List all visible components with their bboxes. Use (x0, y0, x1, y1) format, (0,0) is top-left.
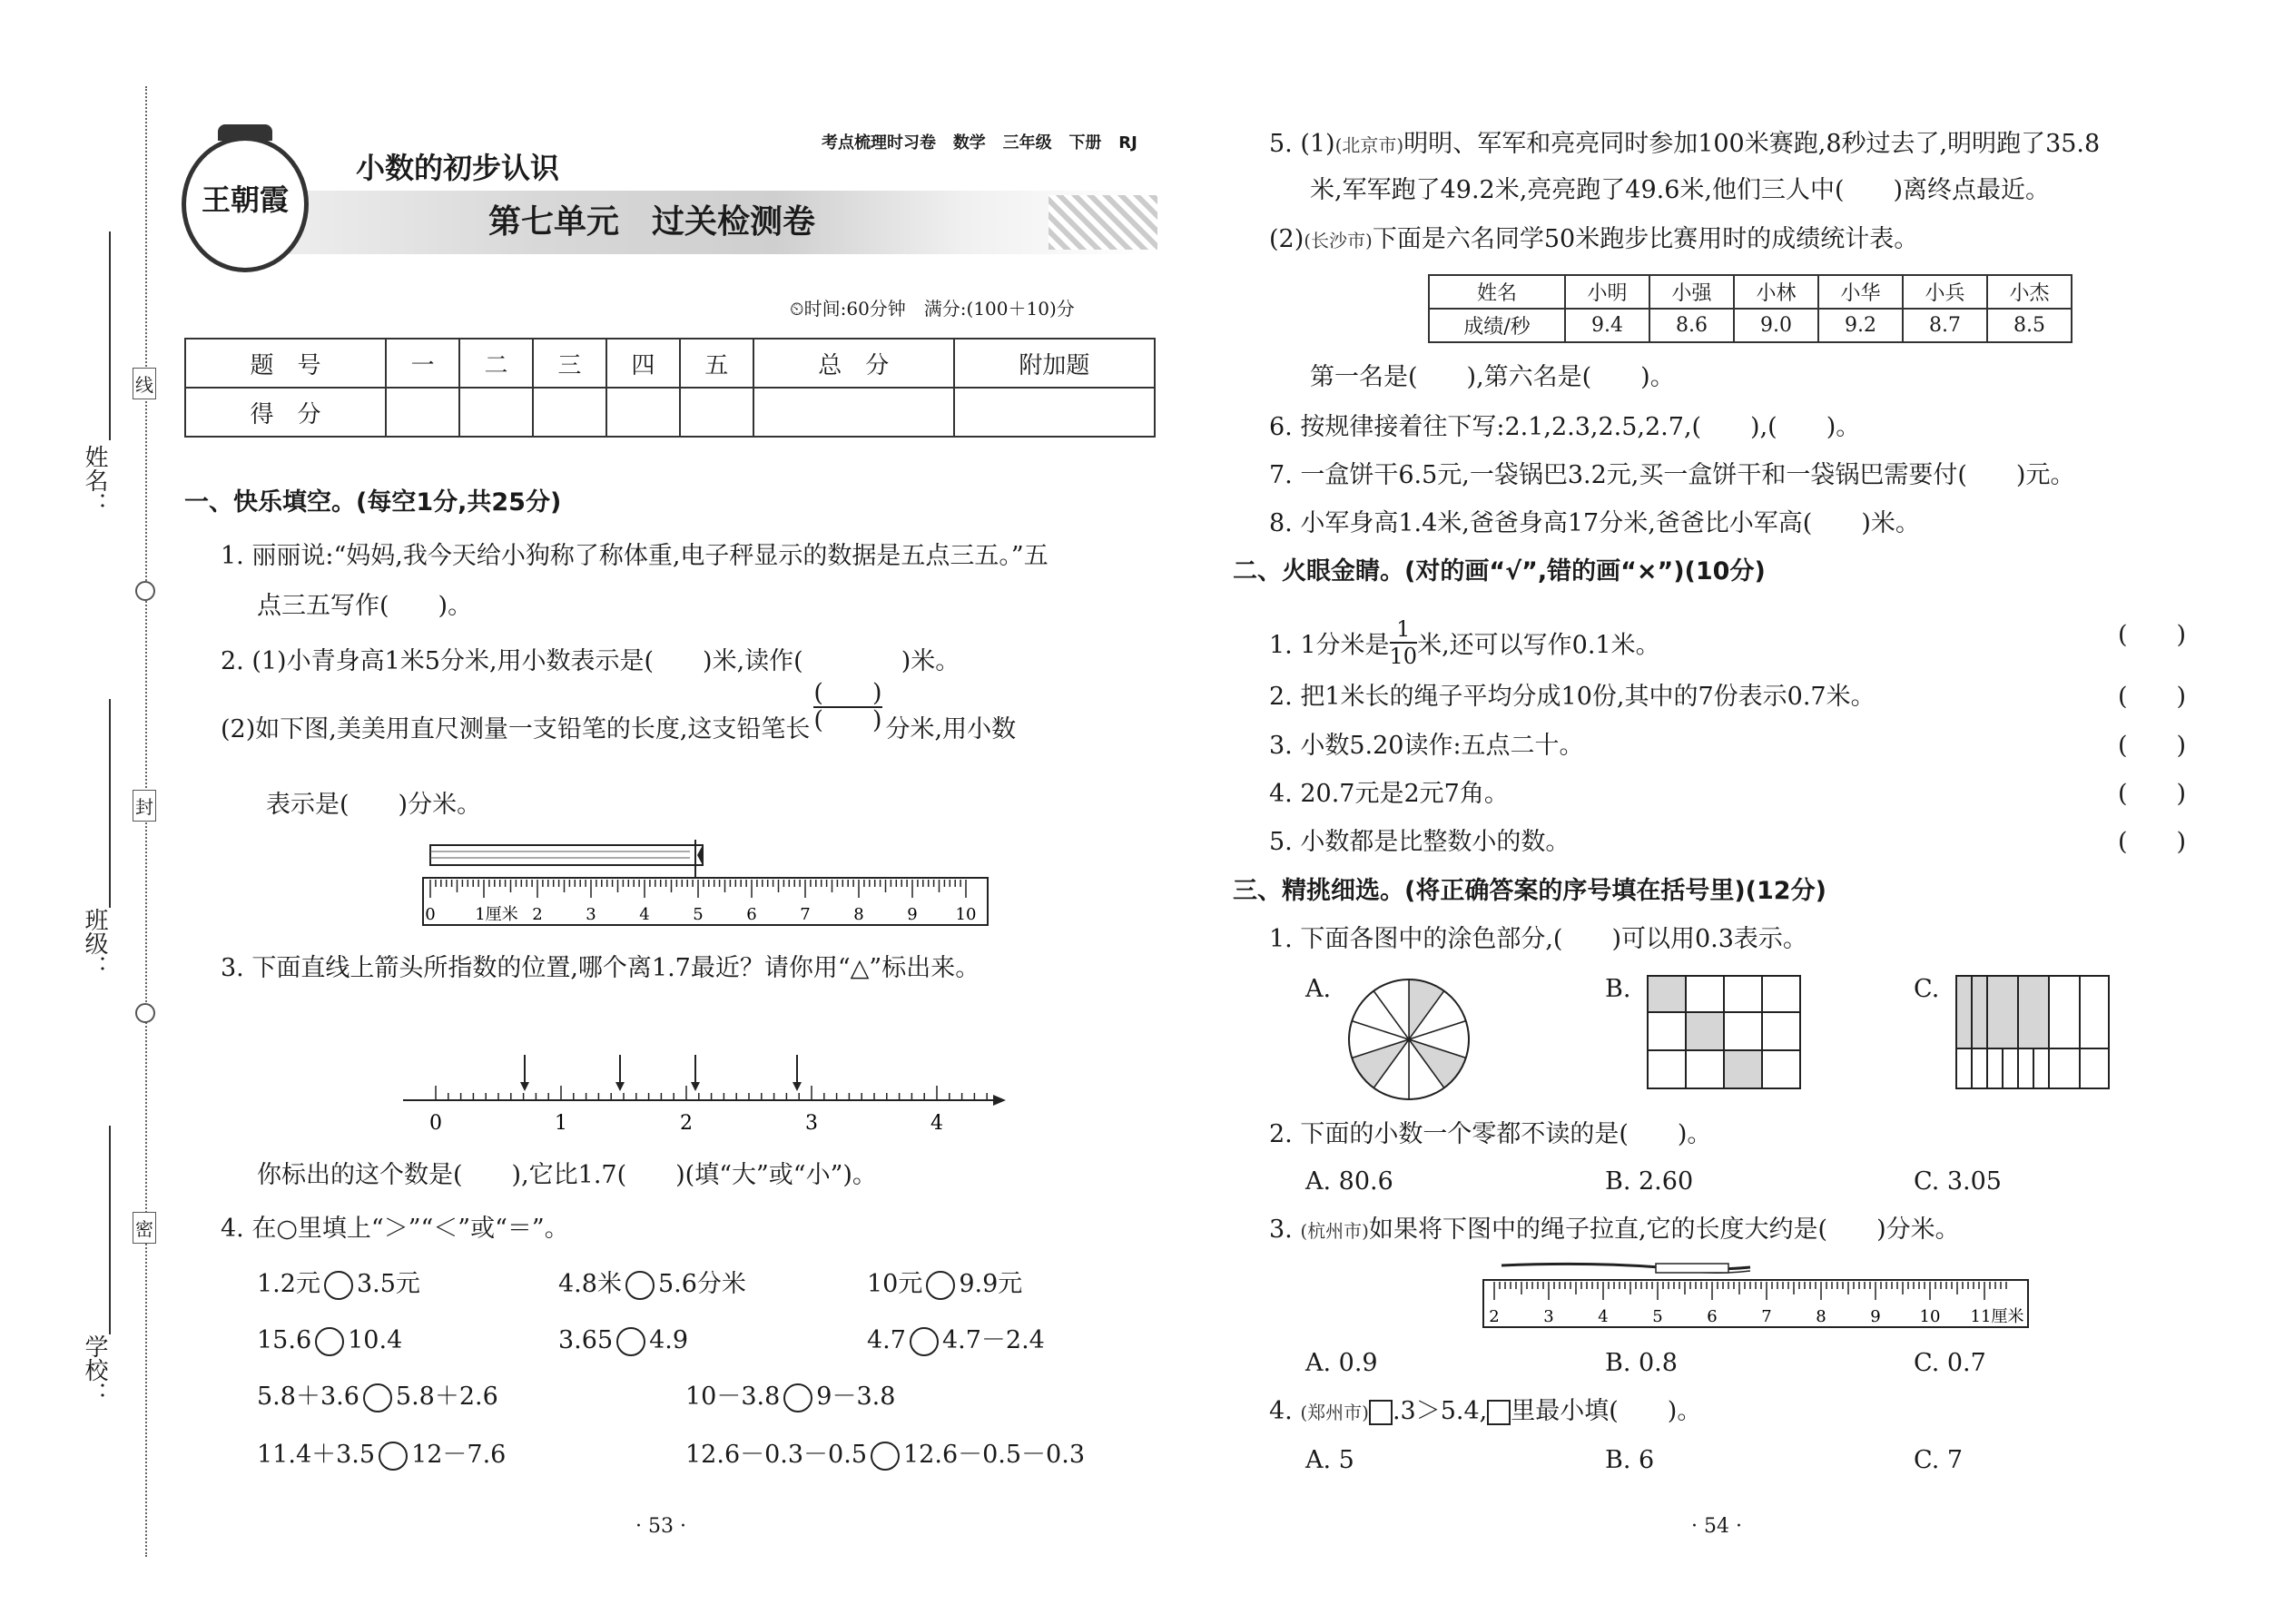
mc1-option-c: C. (1914, 975, 1940, 1003)
table-cell: 9.0 (1734, 309, 1818, 342)
table-cell: 成绩/秒 (1429, 309, 1565, 342)
brand-logo (182, 136, 309, 272)
mc4-text: 4. (郑州市) .3＞5.4, 里最小填( )。 (1269, 1397, 1702, 1425)
tf2-text: 2. 把1米长的绳子平均分成10份,其中的7份表示0.7米。 (1269, 683, 1876, 711)
score-table-cell: 四 (606, 339, 680, 388)
table-cell: 小华 (1818, 275, 1903, 309)
ruler-label: 3 (586, 905, 596, 924)
one-tenth-fraction: $\frac{1}{10}$ (1389, 616, 1418, 669)
q6-text: 6. 按规律接着往下写:2.1,2.3,2.5,2.7,( ),( )。 (1269, 413, 1861, 441)
ruler-label: 10 (955, 905, 977, 924)
q4-text: 4. 在○里填上“＞”“＜”或“＝”。 (221, 1215, 569, 1243)
score-table-header-row (185, 339, 1155, 388)
class-label: 班级： (81, 908, 108, 979)
tf-answer-paren[interactable]: ( ) (2118, 732, 2187, 760)
shaded-columns (1956, 976, 2049, 1048)
score-input-cell[interactable] (459, 388, 533, 437)
q5-part2-answer: 第一名是( ),第六名是( )。 (1310, 363, 1675, 391)
ruler-label: 1厘米 (475, 905, 518, 924)
table-cell: 小杰 (1987, 275, 2072, 309)
figure-c-columns (1954, 974, 2111, 1092)
score-table-cell: 题 号 (185, 339, 386, 388)
table-cell: 9.4 (1565, 309, 1649, 342)
score-input-cell[interactable] (606, 388, 680, 437)
score-input-cell[interactable] (954, 388, 1155, 437)
blank-box[interactable] (1487, 1400, 1511, 1425)
ruler-label: 9 (1870, 1307, 1881, 1326)
compare-item: 5.8＋3.6 5.8＋2.6 (257, 1383, 498, 1411)
compare-item: 10元 9.9元 (867, 1270, 1023, 1298)
page-title: 第七单元 过关检测卷 (488, 203, 816, 241)
section1-heading: 一、快乐填空。(每空1分,共25分) (184, 488, 562, 517)
compare-item: 10－3.8 9－3.8 (685, 1383, 896, 1411)
ruler-label: 7 (800, 905, 811, 924)
compare-circle[interactable] (783, 1383, 812, 1412)
number-line-label: 3 (805, 1112, 818, 1135)
figure-a-pie (1345, 976, 1472, 1103)
tf-answer-paren[interactable]: ( ) (2118, 621, 2187, 649)
mc1-option-a: A. (1305, 975, 1332, 1003)
name-label: 姓名： (81, 445, 108, 516)
tf-answer-paren[interactable]: ( ) (2118, 828, 2187, 856)
q8-text: 8. 小军身高1.4米,爸爸身高17分米,爸爸比小军高( )米。 (1269, 509, 1920, 537)
binding-char-xian: 线 (133, 368, 156, 399)
binding-ornament-2 (135, 1003, 155, 1023)
table-cell: 小强 (1649, 275, 1734, 309)
compare-item: 11.4＋3.5 12－7.6 (257, 1441, 507, 1469)
mc4-option-c: C. 7 (1914, 1446, 1964, 1474)
q2-part1: 2. (1)小青身高1米5分米,用小数表示是( )米,读作( )米。 (221, 647, 960, 675)
ruler-label: 8 (853, 905, 864, 924)
compare-item: 4.7 4.7－2.4 (867, 1326, 1045, 1354)
tf-answer-paren[interactable]: ( ) (2118, 683, 2187, 711)
unit-topic: 小数的初步认识 (356, 151, 560, 185)
mc4-option-b: B. 6 (1605, 1446, 1655, 1474)
race-time-header-row (1429, 275, 2072, 309)
table-cell: 8.5 (1987, 309, 2072, 342)
score-table-cell: 五 (680, 339, 753, 388)
ruler-label: 9 (907, 905, 918, 924)
compare-circle[interactable] (379, 1442, 408, 1471)
table-cell: 姓名 (1429, 275, 1565, 309)
race-time-values-row (1429, 309, 2072, 342)
mc2-text: 2. 下面的小数一个零都不读的是( )。 (1269, 1120, 1712, 1148)
q2-part2-line2: 表示是( )分米。 (266, 791, 482, 819)
q3-answer: 你标出的这个数是( ),它比1.7( )(填“大”或“小”)。 (257, 1161, 877, 1189)
q5-part1: 5. (1)(北京市)明明、军军和亮亮同时参加100米赛跑,8秒过去了,明明跑了35.8 (1269, 130, 2101, 158)
tf4-text: 4. 20.7元是2元7角。 (1269, 780, 1509, 808)
time-info: ⏲时间:60分钟 满分:(100＋10)分 (790, 298, 1075, 320)
compare-circle[interactable] (871, 1442, 900, 1471)
score-input-cell[interactable] (680, 388, 753, 437)
section2-heading: 二、火眼金睛。(对的画“√”,错的画“×”)(10分) (1233, 557, 1766, 586)
mc4-option-a: A. 5 (1305, 1446, 1354, 1474)
ruler-pencil-figure (418, 840, 999, 930)
table-cell: 小明 (1565, 275, 1649, 309)
ruler-label: 3 (1543, 1307, 1554, 1326)
header-checker (1049, 195, 1157, 250)
score-table-cell: 二 (459, 339, 533, 388)
pencil-length-fraction: $\frac{( )}{( )}$ (813, 678, 882, 734)
score-table-cell: 三 (533, 339, 606, 388)
ruler-label: 5 (693, 905, 704, 924)
ruler-label: 6 (746, 905, 757, 924)
number-line-label: 4 (930, 1112, 943, 1135)
score-input-cell[interactable] (386, 388, 459, 437)
figure-b-grid (1646, 974, 1802, 1092)
score-input-cell[interactable] (533, 388, 606, 437)
pencil-icon (430, 840, 703, 878)
compare-circle[interactable] (315, 1327, 344, 1356)
table-cell: 小兵 (1903, 275, 1987, 309)
logo-crown-icon (218, 124, 272, 141)
race-time-table (1428, 274, 2072, 343)
q1-line1: 1. 丽丽说:“妈妈,我今天给小狗称了称体重,电子秤显示的数据是五点三五。”五 (221, 542, 1049, 570)
page-number-right: · 54 · (1691, 1515, 1742, 1538)
number-line-arrowhead (993, 1095, 1006, 1106)
number-line-label: 0 (429, 1112, 442, 1135)
ruler-label: 8 (1816, 1307, 1826, 1326)
tf1-text: 1. 1分米是 $\frac{1}{10}$ 米,还可以写作0.1米。 (1269, 616, 1660, 669)
table-cell: 9.2 (1818, 309, 1903, 342)
score-table-score-row (185, 388, 1155, 437)
score-table-cell: 附加题 (954, 339, 1155, 388)
mc3-option-b: B. 0.8 (1605, 1349, 1678, 1377)
down-arrow-icon (520, 1055, 802, 1091)
score-table-cell: 得 分 (185, 388, 386, 437)
number-line-label: 2 (680, 1112, 693, 1135)
score-input-cell[interactable] (753, 388, 954, 437)
ruler-label: 2 (1489, 1307, 1500, 1326)
compare-circle[interactable] (926, 1271, 955, 1300)
number-line-ticks (436, 1086, 987, 1100)
compare-circle[interactable] (363, 1383, 392, 1412)
logo-text: 王朝霞 (201, 182, 289, 217)
clock-icon: ⏲ (790, 298, 804, 320)
binding-name-line (109, 231, 111, 440)
ruler-label: 10 (1919, 1307, 1941, 1326)
binding-char-feng: 封 (133, 790, 156, 822)
compare-item: 15.6 10.4 (257, 1326, 403, 1354)
ruler-label: 6 (1707, 1307, 1718, 1326)
table-cell: 小林 (1734, 275, 1818, 309)
mc3-option-a: A. 0.9 (1305, 1349, 1378, 1377)
ruler-label: 0 (425, 905, 436, 924)
ruler-label: 7 (1761, 1307, 1772, 1326)
q2-part2: (2)如下图,美美用直尺测量一支铅笔的长度,这支铅笔长 $\frac{( )}{( )}$ 分米,用小数 (221, 678, 1017, 743)
page-number-left: · 53 · (635, 1515, 686, 1538)
mc2-option-a: A. 80.6 (1305, 1167, 1393, 1196)
tf5-text: 5. 小数都是比整数小的数。 (1269, 828, 1570, 856)
compare-circle[interactable] (910, 1327, 939, 1356)
table-cell: 8.6 (1649, 309, 1734, 342)
ruler-label: 5 (1652, 1307, 1663, 1326)
q5-part2: (2)(长沙市)下面是六名同学50米跑步比赛用时的成绩统计表。 (1269, 225, 1919, 253)
number-line-labels (429, 1112, 943, 1135)
ruler-label: 2 (532, 905, 543, 924)
compare-item: 12.6－0.3－0.5 12.6－0.5－0.3 (685, 1441, 1085, 1469)
number-line-figure (399, 1044, 1017, 1135)
mc1-text: 1. 下面各图中的涂色部分,( )可以用0.3表示。 (1269, 925, 1807, 953)
shaded-cell (1724, 1050, 1762, 1088)
compare-circle[interactable] (625, 1271, 655, 1300)
mc2-option-c: C. 3.05 (1914, 1167, 2002, 1196)
mc2-option-b: B. 2.60 (1605, 1167, 1694, 1196)
binding-school-line (109, 1126, 111, 1334)
q1-line2: 点三五写作( )。 (257, 592, 473, 620)
tf-answer-paren[interactable]: ( ) (2118, 780, 2187, 808)
score-table (184, 338, 1156, 438)
table-cell: 8.7 (1903, 309, 1987, 342)
series-info: 考点梳理时习卷 数学 三年级 下册 RJ (822, 133, 1137, 153)
binding-class-line (109, 699, 111, 908)
number-line-label: 1 (555, 1112, 567, 1135)
rope-icon (1501, 1264, 1750, 1273)
score-table-cell: 总 分 (753, 339, 954, 388)
mc1-option-b: B. (1605, 975, 1631, 1003)
school-label: 学校： (81, 1334, 108, 1405)
ruler-label: 4 (639, 905, 650, 924)
binding-char-mi: 密 (133, 1212, 156, 1244)
compare-circle[interactable] (616, 1327, 645, 1356)
blank-box[interactable] (1369, 1400, 1393, 1425)
mc3-text: 3. (杭州市)如果将下图中的绳子拉直,它的长度大约是( )分米。 (1269, 1216, 1960, 1244)
mc3-option-c: C. 0.7 (1914, 1349, 1986, 1377)
compare-item: 1.2元 3.5元 (257, 1270, 420, 1298)
binding-dotted-line (145, 86, 147, 1557)
compare-item: 4.8米 5.6分米 (558, 1270, 746, 1298)
q5-part1-line2: 米,军军跑了49.2米,亮亮跑了49.6米,他们三人中( )离终点最近。 (1310, 176, 2051, 204)
section3-heading: 三、精挑细选。(将正确答案的序号填在括号里)(12分) (1233, 877, 1826, 905)
ruler-rope-figure (1478, 1260, 2033, 1333)
ruler-label: 11厘米 (1970, 1307, 2024, 1326)
shaded-cell (1648, 976, 1686, 1012)
binding-ornament-1 (135, 581, 155, 601)
q7-text: 7. 一盒饼干6.5元,一袋锅巴3.2元,买一盒饼干和一袋锅巴需要付( )元。 (1269, 461, 2075, 489)
ruler-label: 4 (1598, 1307, 1609, 1326)
compare-circle[interactable] (324, 1271, 353, 1300)
score-table-cell: 一 (386, 339, 459, 388)
tf3-text: 3. 小数5.20读作:五点二十。 (1269, 732, 1584, 760)
shaded-cell (1686, 1012, 1724, 1050)
q3-text: 3. 下面直线上箭头所指数的位置,哪个离1.7最近？请你用“△”标出来。 (221, 954, 980, 982)
compare-item: 3.65 4.9 (558, 1326, 689, 1354)
